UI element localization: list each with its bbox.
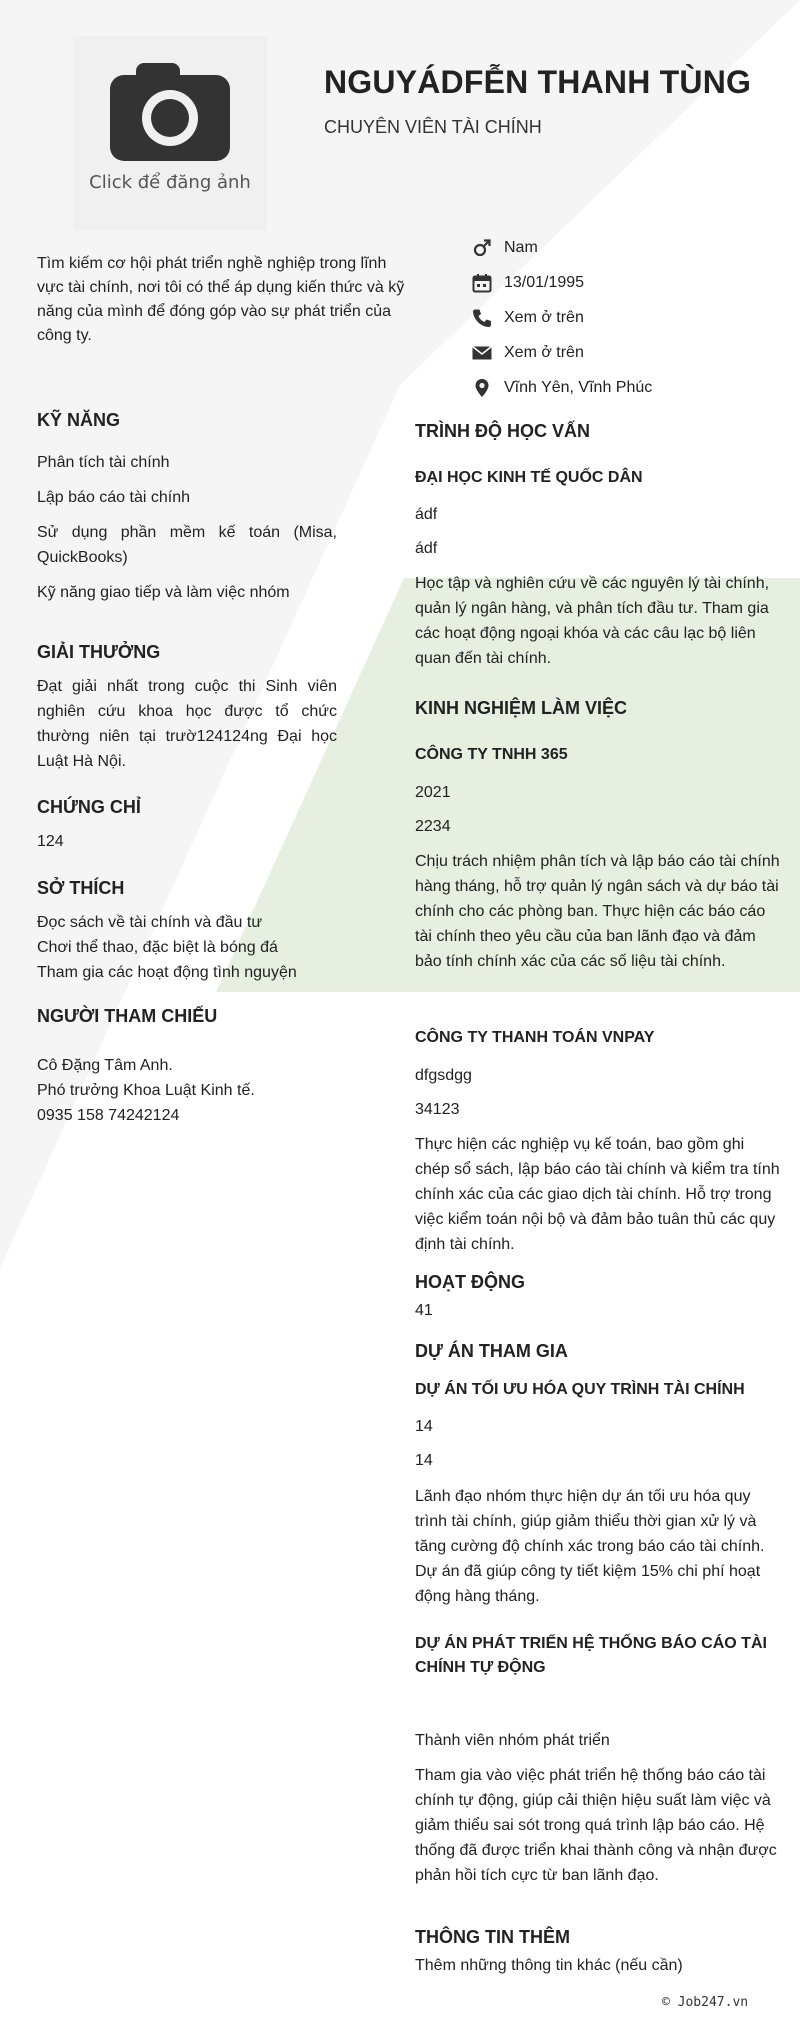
hobby-item: Đọc sách về tài chính và đầu tư — [37, 914, 263, 931]
additional-text: Thêm những thông tin khác (nếu cần) — [415, 1957, 683, 1974]
reference-line: Phó trưởng Khoa Luật Kinh tế. — [37, 1082, 255, 1099]
job-description: Thực hiện các nghiệp vụ kế toán, bao gồm ghi chép sổ sách, lập báo cáo tài chính và kiểm tra tính chính xác của các giao dịch tài chính. Hỗ trợ trong việc kiểm toán nội bộ và đảm bảo tuân thủ các quy định tài chính. — [415, 1136, 780, 1253]
dob-value: 13/01/1995 — [504, 273, 585, 291]
education-major: ádf — [415, 506, 438, 523]
email-icon — [472, 343, 492, 363]
phone-value: Xem ở trên — [504, 308, 584, 326]
career-objective: Tìm kiếm cơ hội phát triển nghề nghiệp trong lĩnh vực tài chính, nơi tôi có thể áp dụng kiến thức và kỹ năng của mình để đóng góp vào sự phát triển của công ty. — [37, 255, 405, 344]
skills-heading: KỸ NĂNG — [37, 410, 121, 430]
activities-heading: HOẠT ĐỘNG — [415, 1272, 525, 1292]
activities-text: 41 — [415, 1302, 433, 1319]
reference-line: 0935 158 74242124 — [37, 1107, 180, 1124]
gender-value: Nam — [504, 238, 538, 256]
reference-line: Cô Đặng Tâm Anh. — [37, 1057, 173, 1074]
project-field: 14 — [415, 1452, 433, 1469]
photo-upload-label: Click để đăng ảnh — [89, 172, 251, 193]
location-pin-icon — [472, 378, 492, 398]
skill-item: Lập báo cáo tài chính — [37, 489, 191, 506]
experience-heading: KINH NGHIỆM LÀM VIỆC — [415, 698, 628, 718]
candidate-name: NGUYÁDFỄN THANH TÙNG — [324, 64, 752, 100]
project-role: Thành viên nhóm phát triển — [415, 1732, 610, 1749]
hobbies-heading: SỞ THÍCH — [37, 878, 125, 898]
job-position: 2021 — [415, 784, 451, 801]
address-value: Vĩnh Yên, Vĩnh Phúc — [504, 378, 653, 396]
skill-item: Kỹ năng giao tiếp và làm việc nhóm — [37, 584, 290, 601]
hobby-item: Chơi thể thao, đặc biệt là bóng đá — [37, 939, 278, 956]
info-email — [472, 335, 652, 370]
gender-icon — [472, 238, 492, 258]
certificates-heading: CHỨNG CHỈ — [37, 797, 141, 817]
projects-heading: DỰ ÁN THAM GIA — [415, 1341, 568, 1361]
project-name: DỰ ÁN TỐI ƯU HÓA QUY TRÌNH TÀI CHÍNH — [415, 1381, 745, 1398]
job-time: 2234 — [415, 818, 451, 835]
references-list — [37, 1053, 255, 1128]
skill-item: Phân tích tài chính — [37, 454, 170, 471]
project-description: Lãnh đạo nhóm thực hiện dự án tối ưu hóa quy trình tài chính, giúp giảm thiểu thời gian xử lý và tăng cường độ chính xác trong báo cáo tài chính. Dự án đã giúp công ty tiết kiệm 15% chi phí hoạt động hàng tháng. — [415, 1488, 765, 1605]
job-company: CÔNG TY TNHH 365 — [415, 746, 568, 763]
awards-text: Đạt giải nhất trong cuộc thi Sinh viên nghiên cứu khoa học được tổ chức thường niên tại trườ124124ng Đại học Luật Hà Nội. — [37, 678, 337, 770]
info-gender — [472, 230, 652, 265]
education-school: ĐẠI HỌC KINH TẾ QUỐC DÂN — [415, 469, 643, 486]
job-position: dfgsdgg — [415, 1067, 472, 1084]
additional-heading: THÔNG TIN THÊM — [415, 1927, 570, 1947]
info-address — [472, 370, 652, 405]
certificates-text: 124 — [37, 833, 64, 850]
job-title: CHUYÊN VIÊN TÀI CHÍNH — [324, 117, 542, 137]
info-phone — [472, 300, 652, 335]
photo-upload[interactable] — [73, 36, 267, 231]
job-time: 34123 — [415, 1101, 460, 1118]
phone-icon — [472, 308, 492, 328]
project-description: Tham gia vào việc phát triển hệ thống báo cáo tài chính tự động, giúp cải thiện hiệu suất làm việc và giảm thiểu sai sót trong quá trình lập báo cáo. Hệ thống đã được triển khai thành công và nhận được phản hồi tích cực từ ban lãnh đạo. — [415, 1767, 777, 1884]
email-value: Xem ở trên — [504, 343, 584, 361]
job-company: CÔNG TY THANH TOÁN VNPAY — [415, 1029, 655, 1046]
skill-item: Sử dụng phần mềm kế toán (Misa, QuickBooks) — [37, 524, 337, 566]
awards-heading: GIẢI THƯỞNG — [37, 642, 161, 662]
calendar-icon — [472, 273, 492, 293]
education-description: Học tập và nghiên cứu về các nguyên lý tài chính, quản lý ngân hàng, và phân tích đầu tư. Tham gia các hoạt động ngoại khóa và các câu lạc bộ liên quan đến tài chính. — [415, 575, 770, 667]
camera-icon — [110, 63, 230, 161]
personal-info — [472, 230, 652, 405]
skills-list — [37, 450, 337, 605]
education-time: ádf — [415, 540, 438, 557]
footer-credit: © Job247.vn — [662, 1995, 749, 2010]
info-dob — [472, 265, 652, 300]
job-description: Chịu trách nhiệm phân tích và lập báo cáo tài chính hàng tháng, hỗ trợ quản lý ngân sách và dự báo tài chính cho các phòng ban. Thực hiện các báo cáo tài chính theo yêu cầu của ban lãnh đạo và đảm bảo tính chính xác của các số liệu tài chính. — [415, 853, 780, 970]
project-field: 14 — [415, 1418, 433, 1435]
education-heading: TRÌNH ĐỘ HỌC VẤN — [415, 421, 590, 441]
references-heading: NGƯỜI THAM CHIẾU — [37, 1006, 218, 1026]
project-name: DỰ ÁN PHÁT TRIỂN HỆ THỐNG BÁO CÁO TÀI CHÍNH TỰ ĐỘNG — [415, 1635, 767, 1676]
hobby-item: Tham gia các hoạt động tình nguyện — [37, 964, 297, 981]
hobbies-list — [37, 910, 297, 985]
